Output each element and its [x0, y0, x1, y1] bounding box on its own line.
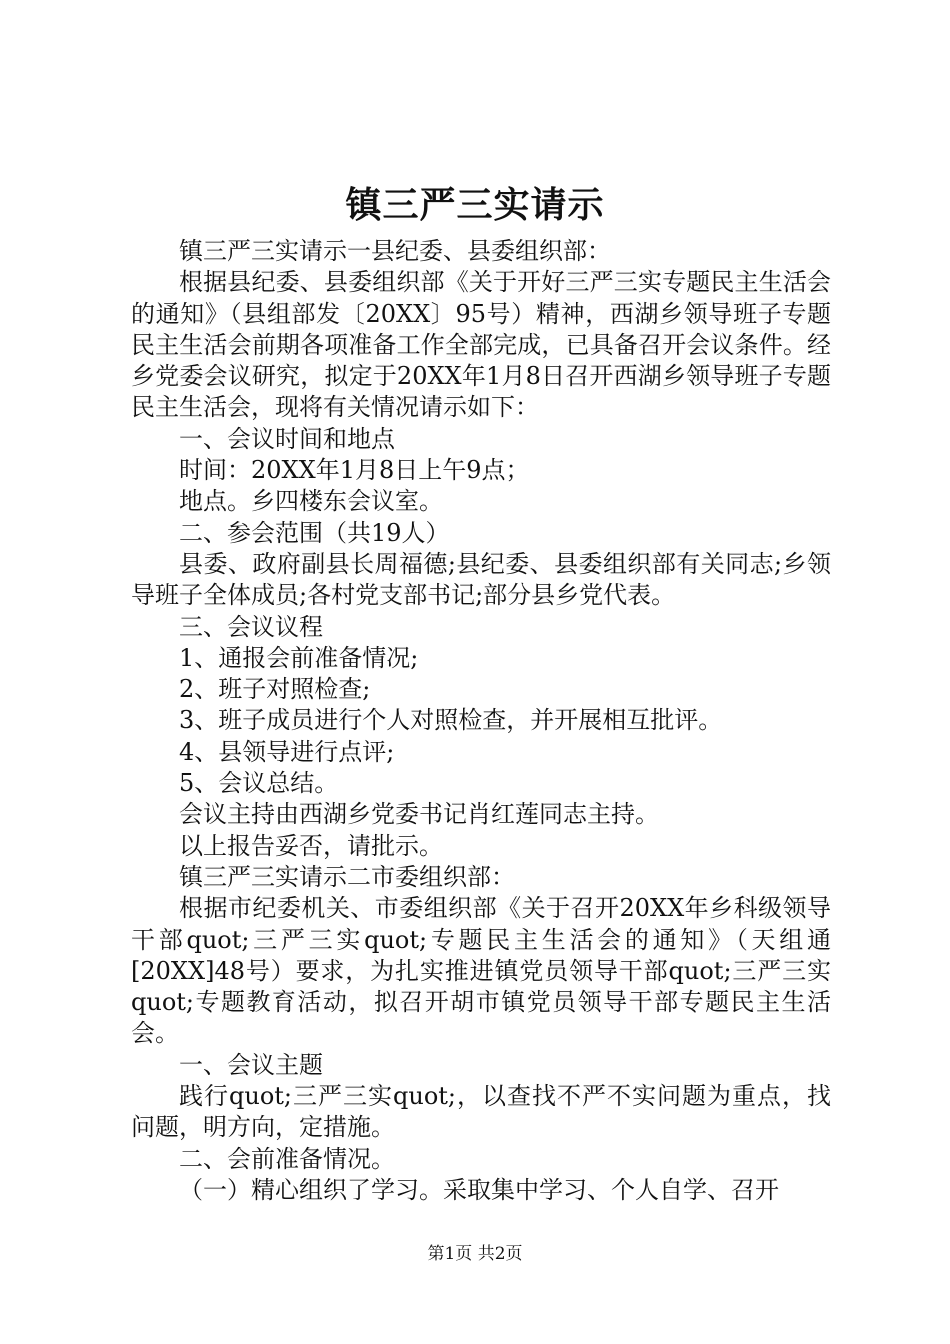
list-item: 5、会议总结。 [179, 769, 339, 798]
section-heading: 一、会议时间和地点 [179, 424, 395, 453]
paragraph: 践行quot;三严三实quot;，以查找不严不实问题为重点，找问题，明方向，定措施。 [131, 1082, 831, 1142]
paragraph: 镇三严三实请示二市委组织部： [179, 862, 515, 891]
page-footer: 第1页 共2页 [427, 1244, 523, 1264]
list-item: 1、通报会前准备情况; [179, 643, 419, 672]
paragraph: 地点。乡四楼东会议室。 [179, 487, 443, 516]
section-heading: 三、会议议程 [179, 612, 323, 641]
document-title: 镇三严三实请示 [345, 184, 605, 226]
paragraph: （一）精心组织了学习。采取集中学习、个人自学、召开 [179, 1175, 779, 1204]
list-item: 2、班子对照检查; [179, 675, 371, 704]
paragraph: 时间：20XX年1月8日上午9点； [179, 456, 530, 485]
paragraph: 以上报告妥否，请批示。 [179, 831, 443, 860]
section-heading: 二、参会范围（共19人） [179, 518, 450, 547]
paragraph: 镇三严三实请示一县纪委、县委组织部： [179, 237, 611, 265]
list-item: 4、县领导进行点评; [179, 737, 395, 766]
section-heading: 一、会议主题 [179, 1050, 323, 1079]
paragraph: 县委、政府副县长周福德;县纪委、县委组织部有关同志;乡领导班子全体成员;各村党支部书记;部分县乡党代表。 [131, 549, 831, 610]
document-body [131, 236, 831, 1206]
paragraph: 根据县纪委、县委组织部《关于开好三严三实专题民主生活会的通知》（县组部发〔20XX〕95号）精神，西湖乡领导班子专题民主生活会前期各项准备工作全部完成，已具备召开会议条件。经乡党委会议研究，拟定于20XX年1月8日召开西湖乡领导班子专题民主生活会，现将有关情况请示如下： [131, 268, 831, 422]
list-item: 3、班子成员进行个人对照检查，并开展相互批评。 [179, 706, 723, 735]
section-heading: 二、会前准备情况。 [179, 1144, 395, 1173]
paragraph: 会议主持由西湖乡党委书记肖红莲同志主持。 [179, 800, 659, 829]
paragraph: 根据市纪委机关、市委组织部《关于召开20XX年乡科级领导干部quot;三严三实quot;专题民主生活会的通知》（天组通[20XX]48号）要求，为扎实推进镇党员领导干部quot;三严三实quot;专题教育活动，拟召开胡市镇党员领导干部专题民主生活会。 [131, 894, 831, 1048]
